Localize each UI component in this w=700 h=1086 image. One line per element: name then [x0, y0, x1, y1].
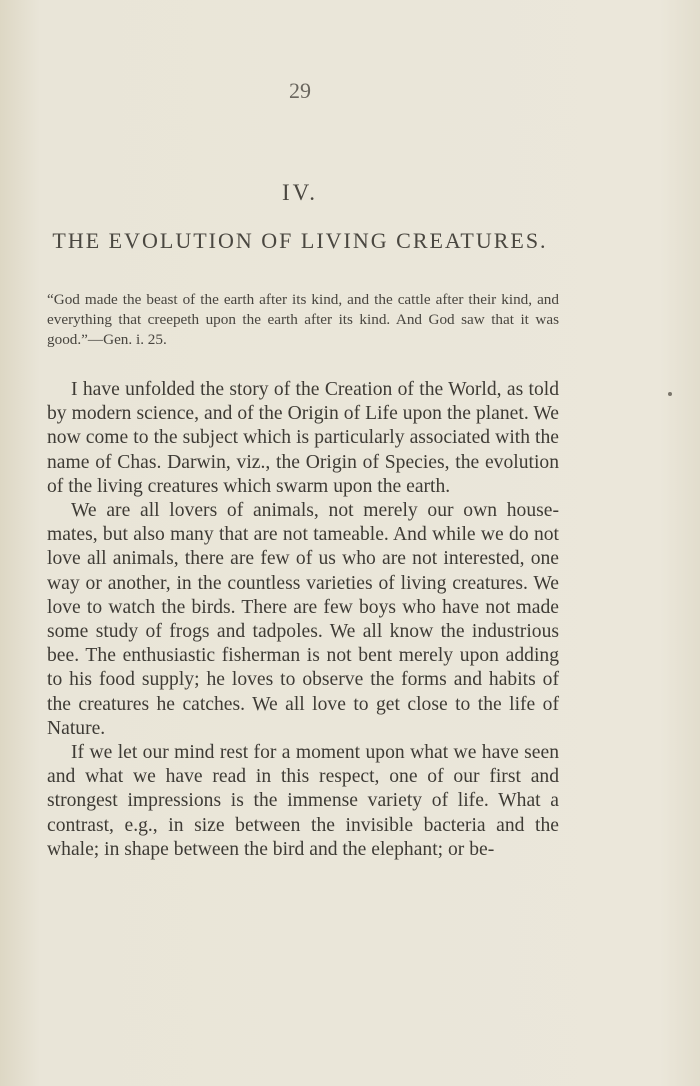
page-number: 29 [289, 78, 311, 103]
chapter-title: THE EVOLUTION OF LIVING CREATURES. [52, 228, 548, 253]
paragraph: If we let our mind rest for a moment upon what we have seen and what we have read in this respect, one of our first and strongest impressions is the immense variety of life. What a contrast, e.g., in size between the invisible bacteria and the whale; in shape between the bird and the elephant; or be- [47, 742, 559, 860]
body-text [47, 378, 559, 862]
paragraph: We are all lovers of animals, not merely our own house-mates, but also many that are not tameable. And while we do not love all animals, there are few of us who are not interested, one way or another, in the countless varieties of living creatures. We love to watch the birds. There are few boys who have not made some study of frogs and tadpoles. We all know the industrious bee. The enthusiastic fisherman is not bent merely upon adding to his food supply; he loves to observe the forms and habits of the creatures he catches. We all love to get close to the life of Nature. [47, 500, 559, 739]
chapter-number: IV. [281, 180, 319, 205]
paragraph: I have unfolded the story of the Creation of the World, as told by modern science, and of the Origin of Life upon the planet. We now come to the subject which is particularly associated with the name of Chas. Darwin, viz., the Origin of Species, the evolution of the living creatures which swarm upon the earth. [47, 379, 559, 497]
ink-spot [668, 392, 672, 396]
epigraph: “God made the beast of the earth after its kind, and the cattle after their kind, and everything that creepeth upon the earth after its kind. And God saw that it was good.”—Gen. i. 25. [47, 291, 559, 348]
